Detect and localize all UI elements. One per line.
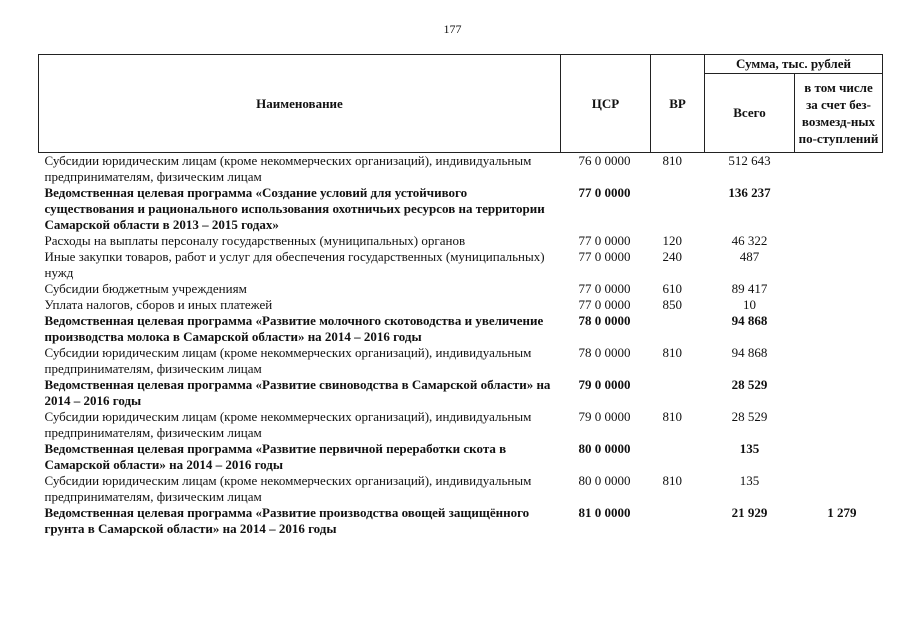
row-name: Расходы на выплаты персоналу государственных (муниципальных) органов — [44, 233, 466, 248]
row-csr: 79 0 0000 — [578, 409, 631, 424]
table-row — [39, 281, 883, 297]
row-name: Субсидии юридическим лицам (кроме некоммерческих организаций), индивидуальным предпринимателям, физическим лицам — [44, 473, 532, 504]
row-csr: 77 0 0000 — [578, 233, 631, 248]
row-vr: 850 — [662, 297, 682, 312]
row-vr: 120 — [662, 233, 682, 248]
row-vr — [651, 505, 705, 537]
row-free-receipts — [795, 377, 883, 409]
row-name: Субсидии юридическим лицам (кроме некоммерческих организаций), индивидуальным предпринимателям, физическим лицам — [44, 409, 532, 440]
table-row — [39, 345, 883, 377]
table-row — [39, 409, 883, 441]
table-row — [39, 233, 883, 249]
row-total: 21 929 — [731, 505, 768, 520]
row-total: 487 — [739, 249, 760, 264]
table-row — [39, 297, 883, 313]
header-free-receipts: в том числе за счет без-возмезд-ных по-ступлений — [795, 74, 883, 153]
table-row — [39, 249, 883, 281]
row-vr — [651, 313, 705, 345]
row-total: 512 643 — [728, 153, 771, 168]
row-name: Ведомственная целевая программа «Развитие свиноводства в Самарской области» на 2014 – 2016 годы — [44, 377, 551, 408]
header-total: Всего — [705, 74, 795, 153]
row-name: Иные закупки товаров, работ и услуг для обеспечения государственных (муниципальных) нужд — [44, 249, 545, 280]
header-sum-group: Сумма, тыс. рублей — [705, 55, 883, 74]
row-name: Уплата налогов, сборов и иных платежей — [44, 297, 273, 312]
row-csr: 78 0 0000 — [578, 313, 631, 328]
program-row — [39, 505, 883, 537]
row-free-receipts — [795, 185, 883, 233]
row-free-receipts — [795, 345, 883, 377]
row-csr: 76 0 0000 — [578, 153, 631, 168]
row-total: 28 529 — [731, 409, 768, 424]
row-csr: 77 0 0000 — [578, 281, 631, 296]
row-name: Субсидии бюджетным учреждениям — [44, 281, 247, 296]
header-name: Наименование — [39, 55, 561, 153]
row-free-receipts — [795, 233, 883, 249]
header-csr: ЦСР — [561, 55, 651, 153]
row-csr: 80 0 0000 — [578, 441, 631, 456]
row-vr — [651, 441, 705, 473]
row-csr: 77 0 0000 — [578, 249, 631, 264]
row-total: 46 322 — [731, 233, 768, 248]
page-number: 177 — [443, 22, 462, 36]
row-total: 135 — [739, 473, 760, 488]
row-free-receipts — [795, 281, 883, 297]
row-vr: 610 — [662, 281, 682, 296]
row-total: 94 868 — [731, 345, 768, 360]
row-total: 94 868 — [731, 313, 768, 328]
row-csr: 77 0 0000 — [578, 185, 631, 200]
row-vr: 810 — [662, 153, 682, 168]
row-total: 136 237 — [728, 185, 771, 200]
row-total: 89 417 — [731, 281, 768, 296]
row-vr: 810 — [662, 345, 682, 360]
row-csr: 77 0 0000 — [578, 297, 631, 312]
row-vr — [651, 377, 705, 409]
row-free-receipts: 1 279 — [827, 505, 857, 520]
row-total: 28 529 — [731, 377, 768, 392]
row-vr — [651, 185, 705, 233]
row-free-receipts — [795, 441, 883, 473]
program-row — [39, 313, 883, 345]
row-name: Ведомственная целевая программа «Создание условий для устойчивого существования и рационального использования охотничьих ресурсов на территории Самарской области в 2013 – 2015 годах» — [44, 185, 545, 232]
row-total: 135 — [739, 441, 760, 456]
header-vr: ВР — [651, 55, 705, 153]
row-vr: 810 — [662, 409, 682, 424]
table-header — [39, 55, 883, 153]
row-vr: 810 — [662, 473, 682, 488]
row-csr: 80 0 0000 — [578, 473, 631, 488]
row-name: Ведомственная целевая программа «Развитие первичной переработки скота в Самарской области» на 2014 – 2016 годы — [44, 441, 507, 472]
row-name: Ведомственная целевая программа «Развитие молочного скотоводства и увеличение производства молока в Самарской области» на 2014 – 2016 годы — [44, 313, 544, 344]
table-row — [39, 473, 883, 505]
row-csr: 81 0 0000 — [578, 505, 631, 520]
table-body — [39, 153, 883, 538]
table-row — [39, 153, 883, 186]
row-total: 10 — [743, 297, 756, 312]
row-name: Субсидии юридическим лицам (кроме некоммерческих организаций), индивидуальным предпринимателям, физическим лицам — [44, 345, 532, 376]
row-free-receipts — [795, 297, 883, 313]
row-csr: 79 0 0000 — [578, 377, 631, 392]
row-free-receipts — [795, 473, 883, 505]
row-free-receipts — [795, 249, 883, 281]
program-row — [39, 441, 883, 473]
row-free-receipts — [795, 313, 883, 345]
row-name: Ведомственная целевая программа «Развитие производства овощей защищённого грунта в Самарской области» на 2014 – 2016 годы — [44, 505, 530, 536]
row-free-receipts — [795, 153, 883, 186]
budget-table — [38, 54, 883, 537]
row-vr: 240 — [662, 249, 682, 264]
program-row — [39, 185, 883, 233]
row-csr: 78 0 0000 — [578, 345, 631, 360]
program-row — [39, 377, 883, 409]
row-free-receipts — [795, 409, 883, 441]
row-name: Субсидии юридическим лицам (кроме некоммерческих организаций), индивидуальным предпринимателям, физическим лицам — [44, 153, 532, 184]
